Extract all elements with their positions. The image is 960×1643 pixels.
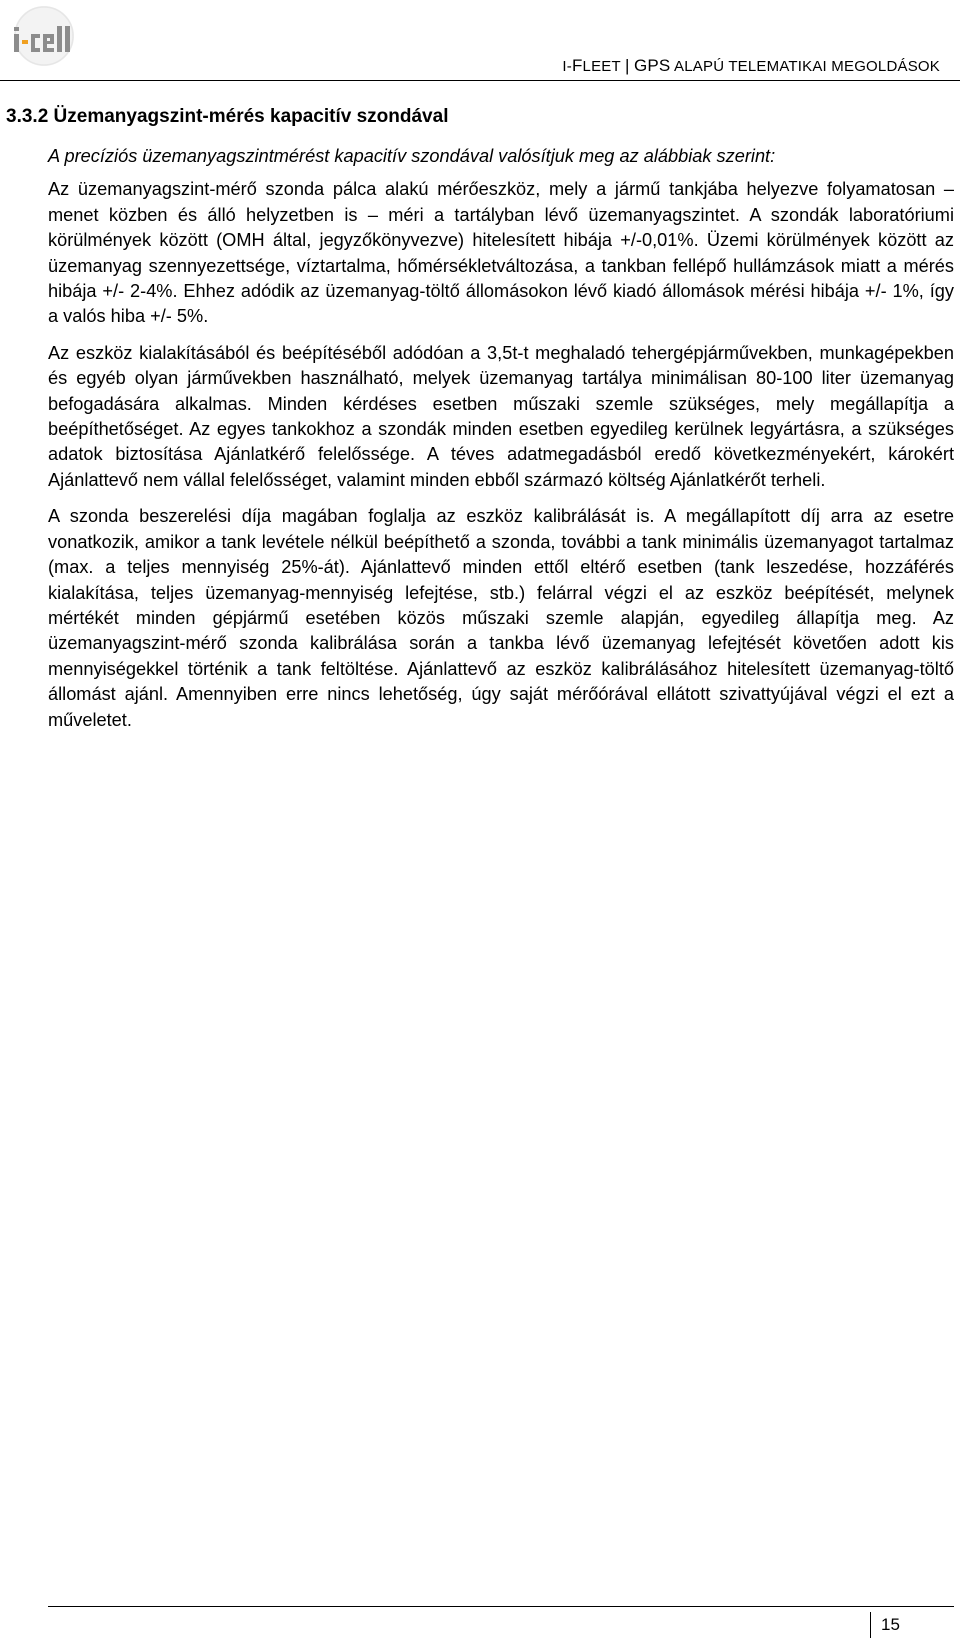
header-tagline: ALAPÚ TELEMATIKAI MEGOLDÁSOK <box>674 58 940 75</box>
paragraph-probe-description: Az üzemanyagszint-mérő szonda pálca alakú mérőeszköz, mely a jármű tankjába helyezve folyamatosan – menet közben és álló helyzetben is – méri a tartályban lévő üzemanyagszintet. A szondák laboratóriumi körülmények között (OMH által, jegyzőkönyvezve) hitelesített hibája +/-0,01%. Üzemi körülmények között az üzemanyag szennyezettsége, víztartalma, hőmérsékletváltozása, a tankban fellépő hullámzások miatt a mérés hibája +/- 2-4%. Ehhez adódik az üzemanyag-töltő állomásokon lévő kiadó állomások mérési hibája +/- 1%, így a valós hiba +/- 5%. <box>48 179 954 327</box>
intro-paragraph: A precíziós üzemanyagszintmérést kapacitív szondával valósítjuk meg az alábbiak szerint: <box>48 146 776 166</box>
header-product-rest: LEET <box>582 58 621 75</box>
header-gps: GPS <box>633 56 671 75</box>
header-separator: | <box>624 56 630 75</box>
paragraph-installation-conditions: Az eszköz kialakításából és beépítéséből adódóan a 3,5t-t meghaladó tehergépjárművekben, munkagépekben és egyéb olyan járművekben használható, melyek üzemanyag tartálya minimálisan 80-100 liter üzemanyag befogadására alkalmas. Minden kérdéses esetben műszaki szemle szükséges, mely megállapítja a beépíthetőséget. Az egyes tankokhoz a szondák minden esetben egyedileg kerülnek legyártásra, a szükséges adatok biztosítása Ajánlatkérő felelőssége. A téves adatmegadásból eredő következményekért, károkért Ajánlattevő nem vállal felelősséget, valamint minden ebből származó költség Ajánlatkérőt terheli. <box>48 342 954 490</box>
page-header <box>0 0 960 82</box>
document-body <box>48 144 954 744</box>
section-title: 3.3.2 Üzemanyagszint-mérés kapacitív szondával <box>6 106 449 127</box>
header-product-initial: F <box>571 56 583 75</box>
page-number: 15 <box>870 1612 900 1638</box>
header-product-line <box>562 56 940 76</box>
header-product-prefix: I- <box>562 58 572 75</box>
footer-divider <box>48 1606 954 1607</box>
i-cell-logo <box>8 6 108 72</box>
paragraph-calibration-fee: A szonda beszerelési díja magában foglalja az eszköz kalibrálását is. A megállapított díj arra az esetre vonatkozik, amikor a tank levétele nélkül beépíthető a szonda, további a tank minimális üzemanyagot tartalmaz (max. a teljes mennyiség 25%-át). Ajánlattevő minden ettől eltérő esetben (tank leszedése, hozzáférés kialakítása, teljes üzemanyag-mennyiség lefejtése, stb.) felárral végzi el az eszköz beépítését, melynek mértékét minden gépjármű esetében közös műszaki szemle alapján, egyedileg állapítja meg. Az üzemanyagszint-mérő szonda kalibrálása során a tankba lévő üzemanyag lefejtését követően adott kis mennyiségekkel történik a tank feltöltése. Ajánlattevő az eszköz kalibrálásához hitelesített üzemanyag-töltő állomást ajánl. Amennyiben erre nincs lehetőség, úgy saját mérőórával ellátott szivattyújával végzi el ezt a műveletet. <box>48 506 954 730</box>
header-divider <box>0 80 960 81</box>
